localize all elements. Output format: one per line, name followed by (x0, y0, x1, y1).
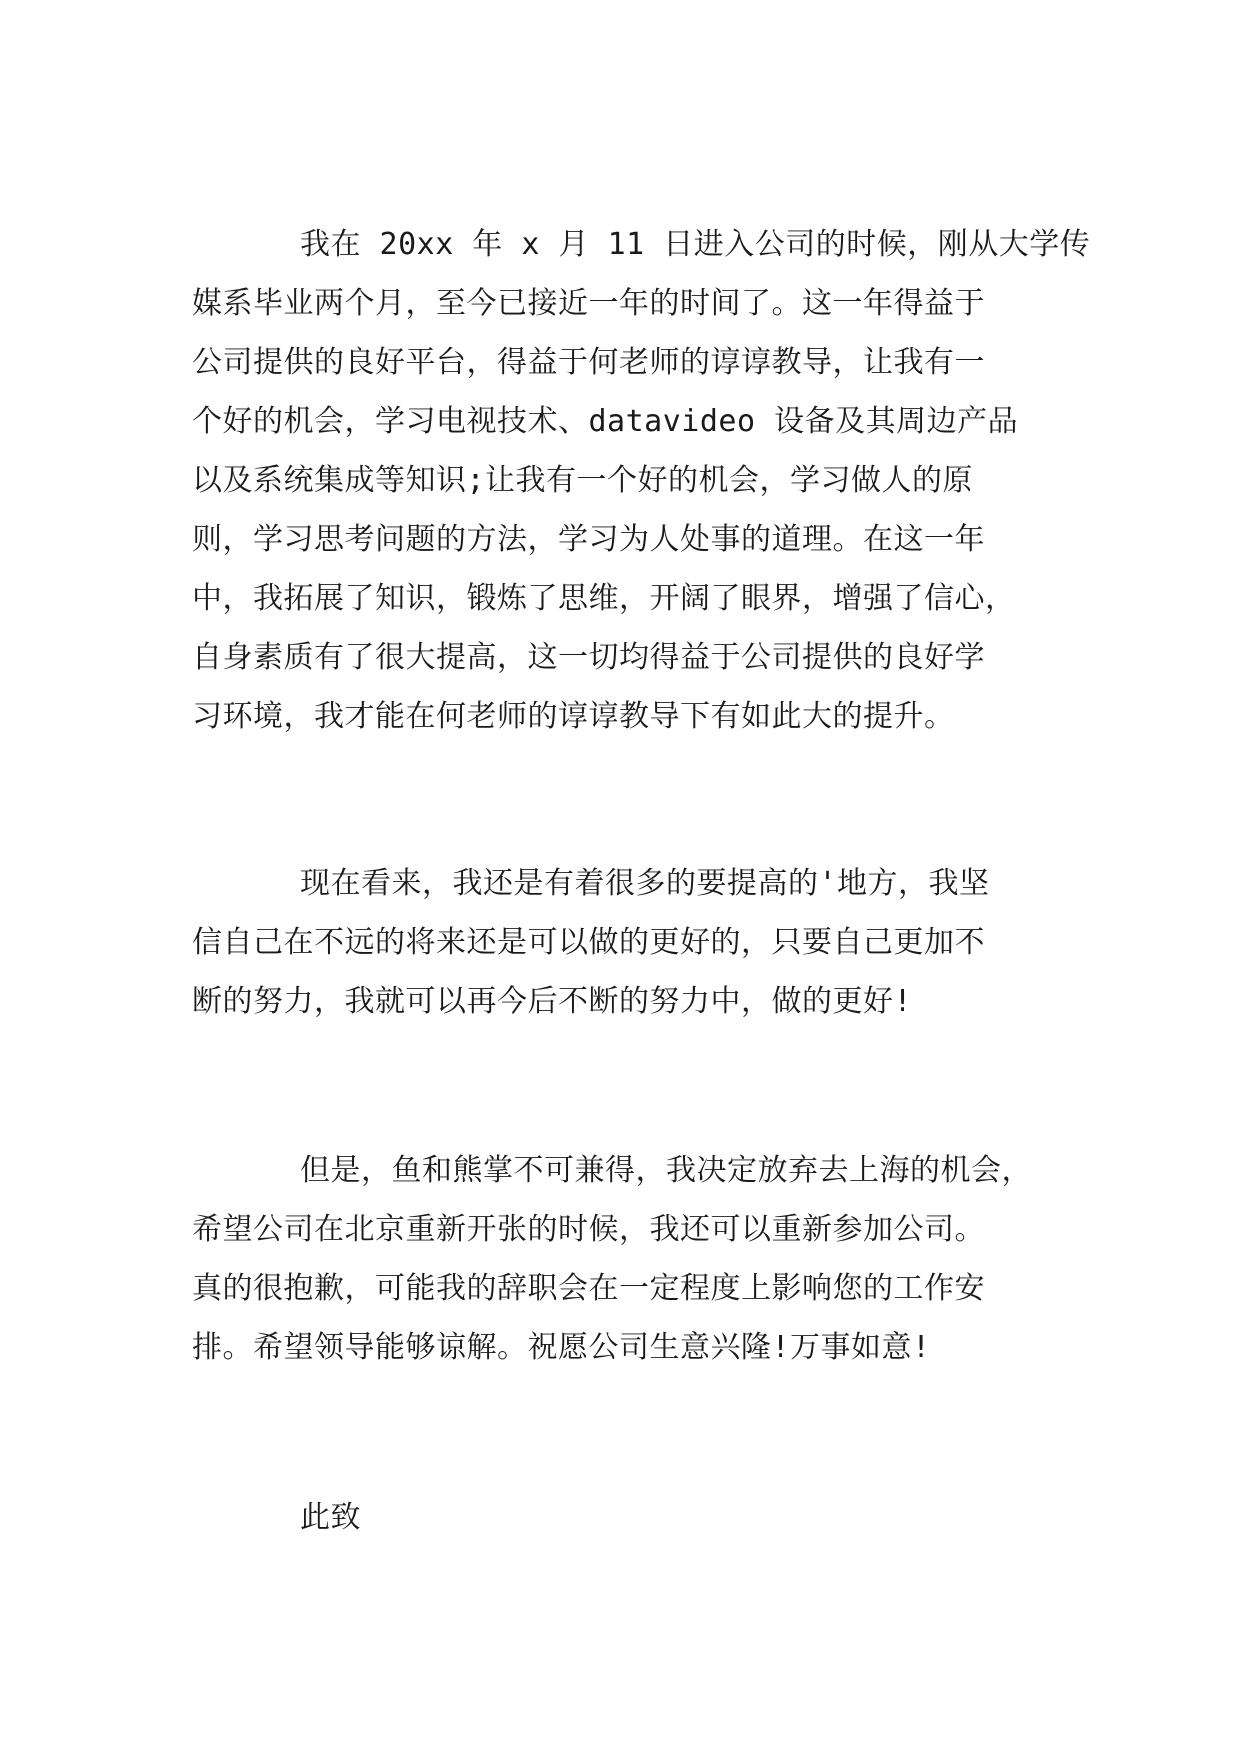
paragraph-line: 排。希望领导能够谅解。祝愿公司生意兴隆!万事如意! (192, 1330, 931, 1365)
paragraph-line: 自身素质有了很大提高，这一切均得益于公司提供的良好学 (192, 640, 985, 675)
paragraph-line: 则，学习思考问题的方法，学习为人处事的道理。在这一年 (192, 522, 985, 557)
paragraph-line: 中，我拓展了知识，锻炼了思维，开阔了眼界，增强了信心， (192, 581, 1016, 616)
paragraph-line: 以及系统集成等知识;让我有一个好的机会，学习做人的原 (192, 463, 974, 498)
paragraph-line: 但是，鱼和熊掌不可兼得，我决定放弃去上海的机会， (300, 1153, 1032, 1188)
closing-salutation (192, 1488, 1067, 1547)
paragraph-line: 现在看来，我还是有着很多的要提高的'地方，我坚 (300, 866, 990, 901)
paragraph-resignation (192, 1141, 1067, 1377)
paragraph-self-improvement (192, 854, 1067, 1031)
paragraph-line: 断的努力，我就可以再今后不断的努力中，做的更好! (192, 984, 913, 1019)
paragraph-line: 习环境，我才能在何老师的谆谆教导下有如此大的提升。 (192, 699, 955, 734)
paragraph-line: 信自己在不远的将来还是可以做的更好的，只要自己更加不 (192, 925, 985, 960)
paragraph-line: 媒系毕业两个月，至今已接近一年的时间了。这一年得益于 (192, 286, 985, 321)
paragraph-line: 我在 20xx 年 x 月 11 日进入公司的时候，刚从大学传 (300, 227, 1091, 262)
paragraph-joining-company (192, 215, 1091, 746)
closing-line: 此致 (300, 1500, 361, 1535)
paragraph-line: 个好的机会，学习电视技术、datavideo 设备及其周边产品 (192, 404, 1019, 439)
paragraph-line: 公司提供的良好平台，得益于何老师的谆谆教导，让我有一 (192, 345, 985, 380)
paragraph-line: 真的很抱歉，可能我的辞职会在一定程度上影响您的工作安 (192, 1271, 985, 1306)
paragraph-line: 希望公司在北京重新开张的时候，我还可以重新参加公司。 (192, 1212, 985, 1247)
